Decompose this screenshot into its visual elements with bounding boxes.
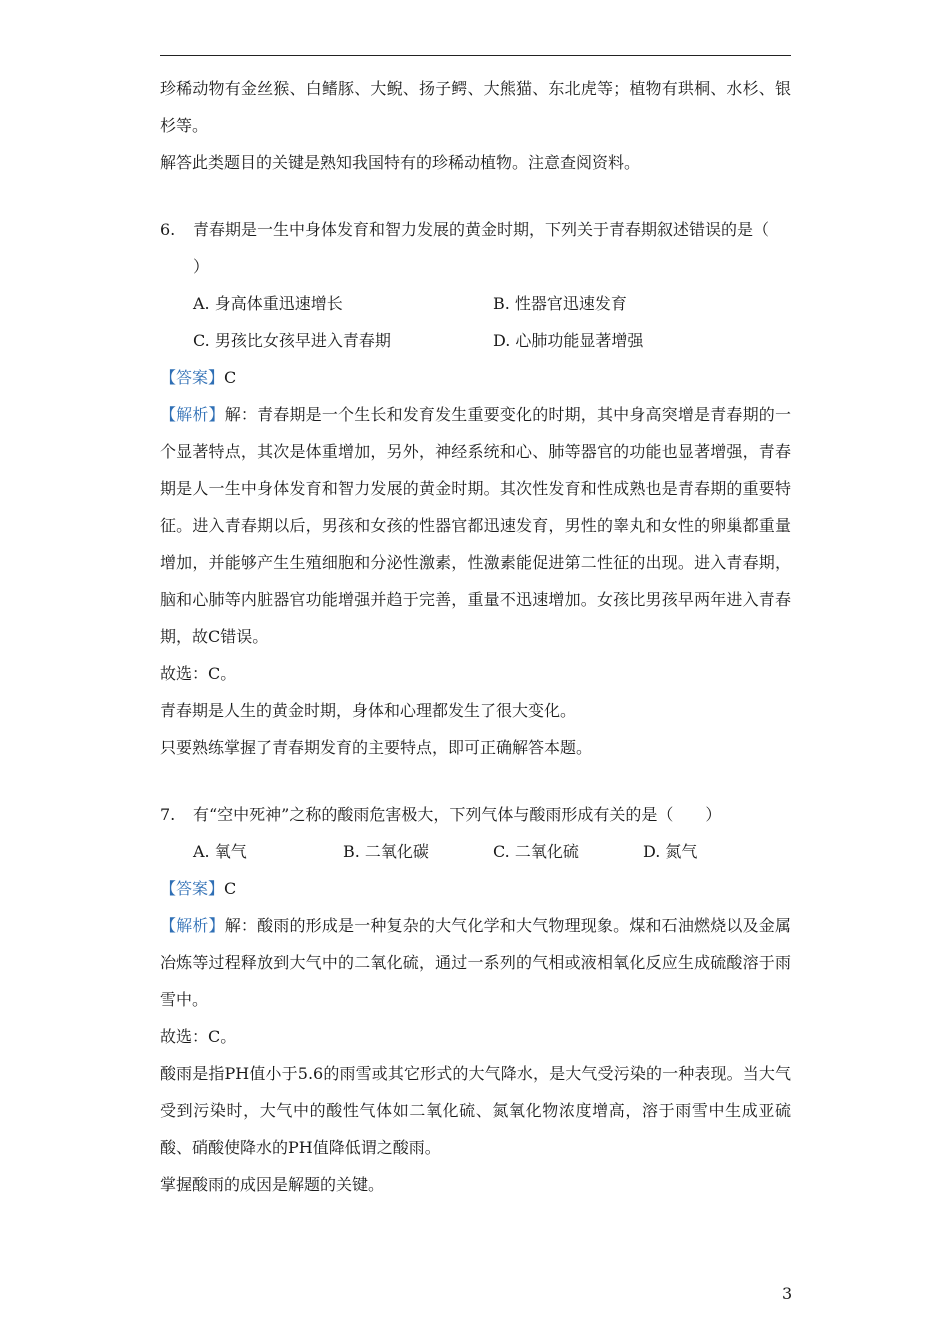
question-6-option-a: A. 身高体重迅速增长 bbox=[193, 294, 343, 313]
question-7-option-a: A. 氧气 bbox=[193, 842, 247, 861]
intro-paragraph-1: 珍稀动物有金丝猴、白鳍豚、大鲵、扬子鳄、大熊猫、东北虎等；植物有珙桐、水杉、银杉等。 bbox=[160, 79, 791, 135]
question-6-stem bbox=[160, 211, 791, 285]
question-6 bbox=[160, 211, 791, 766]
analysis-text: 解：酸雨的形成是一种复杂的大气化学和大气物理现象。煤和石油燃烧以及金属冶炼等过程释放到大气中的二氧化硫，通过一系列的气相或液相氧化反应生成硫酸溶于雨雪中。 bbox=[160, 916, 791, 1009]
question-6-paren: ） bbox=[193, 257, 210, 276]
question-7-choice: 故选：C。 bbox=[160, 1027, 237, 1046]
question-7-option-b: B. 二氧化碳 bbox=[343, 842, 429, 861]
question-6-options-row-1 bbox=[160, 285, 791, 322]
question-6-analysis bbox=[160, 396, 791, 655]
question-7 bbox=[160, 796, 791, 1203]
question-6-options-row-2 bbox=[160, 322, 791, 359]
question-7-stem bbox=[160, 796, 791, 833]
question-7-options-row bbox=[160, 833, 791, 870]
answer-tag: 【答案】 bbox=[160, 879, 225, 898]
question-7-option-c: C. 二氧化硫 bbox=[493, 842, 579, 861]
analysis-text: 解：青春期是一个生长和发育发生重要变化的时期，其中身高突增是青春期的一个显著特点，其次是体重增加，另外，神经系统和心、肺等器官的功能也显著增强，青春期是人一生中身体发育和智力发展的黄金时期。其次性发育和性成熟也是青春期的重要特征。进入青春期以后，男孩和女孩的性器官都迅速发育，男性的睾丸和女性的卵巢都重量增加，并能够产生生殖细胞和分泌性激素，性激素能促进第二性征的出现。进入青春期，脑和心肺等内脏器官功能增强并趋于完善，重量不迅速增加。女孩比男孩早两年进入青春期，故C错误。 bbox=[160, 405, 791, 646]
answer-value: C bbox=[224, 368, 237, 387]
page-number: 3 bbox=[782, 1284, 793, 1303]
question-7-tip: 掌握酸雨的成因是解题的关键。 bbox=[160, 1175, 385, 1194]
question-6-answer bbox=[160, 359, 791, 396]
question-7-point: 酸雨是指PH值小于5.6的雨雪或其它形式的大气降水，是大气受污染的一种表现。当大气受到污染时，大气中的酸性气体如二氧化硫、氮氧化物浓度增高，溶于雨雪中生成亚硫酸、硝酸使降水的PH值降低谓之酸雨。 bbox=[160, 1064, 791, 1157]
question-6-option-b: B. 性器官迅速发育 bbox=[493, 294, 627, 313]
question-6-choice: 故选：C。 bbox=[160, 664, 237, 683]
page-content bbox=[160, 70, 791, 1203]
intro-paragraph-2: 解答此类题目的关键是熟知我国特有的珍稀动植物。注意查阅资料。 bbox=[160, 153, 641, 172]
answer-tag: 【答案】 bbox=[160, 368, 225, 387]
question-6-number: 6. bbox=[160, 220, 176, 239]
question-7-answer bbox=[160, 870, 791, 907]
question-6-text: 青春期是一生中身体发育和智力发展的黄金时期，下列关于青春期叙述错误的是（ bbox=[193, 220, 770, 239]
header-rule bbox=[160, 55, 791, 56]
question-7-option-d: D. 氮气 bbox=[643, 842, 698, 861]
answer-value: C bbox=[224, 879, 237, 898]
analysis-tag: 【解析】 bbox=[160, 405, 225, 424]
question-6-option-d: D. 心肺功能显著增强 bbox=[493, 331, 644, 350]
question-6-point: 青春期是人生的黄金时期，身体和心理都发生了很大变化。 bbox=[160, 701, 577, 720]
question-7-analysis bbox=[160, 907, 791, 1018]
question-7-number: 7. bbox=[160, 805, 176, 824]
question-6-tip: 只要熟练掌握了青春期发育的主要特点，即可正确解答本题。 bbox=[160, 738, 593, 757]
question-6-option-c: C. 男孩比女孩早进入青春期 bbox=[193, 331, 391, 350]
analysis-tag: 【解析】 bbox=[160, 916, 225, 935]
question-7-text: 有“空中死神”之称的酸雨危害极大，下列气体与酸雨形成有关的是（ ） bbox=[193, 805, 722, 824]
